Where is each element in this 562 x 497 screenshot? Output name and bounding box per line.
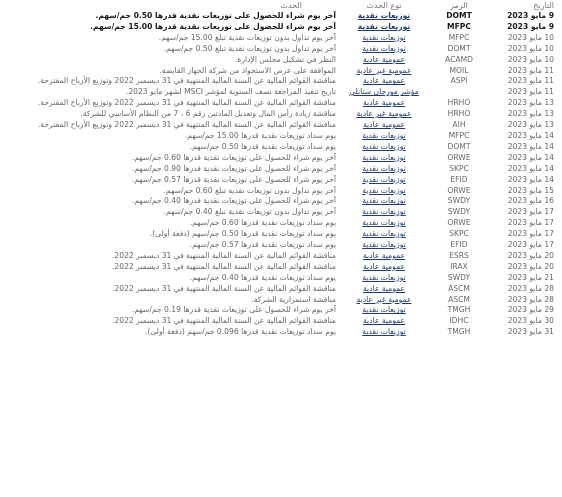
event-type-link[interactable]: توزيعات نقدية: [362, 327, 406, 337]
table-row: [0, 207, 562, 218]
event-date: 10 مايو 2023: [507, 54, 554, 64]
event-type-cell: [338, 218, 430, 229]
event-symbol: TMGH: [447, 327, 471, 337]
event-description: يوم سداد توزيعات نقدية قدرها 15.00 جم/سهم.: [184, 130, 336, 140]
table-row: [0, 76, 562, 87]
table-row: [0, 316, 562, 327]
event-date: 14 مايو 2023: [507, 163, 554, 173]
table-row: [0, 66, 562, 77]
event-type-link[interactable]: توزيعات نقدية: [362, 207, 406, 217]
event-type-cell: [338, 66, 430, 77]
event-symbol: ASPI: [450, 76, 468, 86]
table-row: [0, 55, 562, 66]
table-row: [0, 11, 562, 22]
event-type-link[interactable]: عمومية عادية: [362, 120, 406, 130]
event-type-link[interactable]: توزيعات نقدية: [362, 43, 406, 53]
event-description: مناقشة القوائم المالية عن السنة المالية المنتهية في 31 ديسمبر 2022 وتوزيع الأرباح المقترحة.: [37, 120, 336, 130]
event-symbol: ORWE: [447, 185, 471, 195]
event-date: 30 مايو 2023: [507, 316, 554, 326]
event-type-link[interactable]: عمومية غير عادية: [356, 109, 412, 119]
event-date: 13 مايو 2023: [507, 109, 554, 119]
table-row: [0, 218, 562, 229]
event-symbol: ASCM: [448, 283, 470, 293]
event-date: 13 مايو 2023: [507, 120, 554, 130]
table-row: [0, 142, 562, 153]
event-type-link[interactable]: توزيعات نقدية: [362, 163, 406, 173]
event-type-link[interactable]: عمومية غير عادية: [356, 294, 412, 304]
event-type-link[interactable]: عمومية عادية: [362, 316, 406, 326]
event-date: 29 مايو 2023: [507, 305, 554, 315]
event-type-cell: [338, 131, 430, 142]
event-symbol: SKPC: [449, 163, 469, 173]
table-row: [0, 175, 562, 186]
table-row: [0, 22, 562, 33]
table-row: [0, 153, 562, 164]
event-description: آخر يوم شراء للحصول على توزيعات نقدية قدرها 0.57 جم/سهم.: [131, 174, 336, 184]
event-description: آخر يوم شراء للحصول على توزيعات نقدية قدرها 0.60 جم/سهم.: [131, 152, 336, 162]
event-type-link[interactable]: عمومية عادية: [362, 76, 406, 86]
event-description: يوم سداد توزيعات نقدية قدرها 0.40 جم/سهم.: [189, 272, 336, 282]
event-type-cell: [338, 240, 430, 251]
event-date: 14 مايو 2023: [507, 174, 554, 184]
event-type-cell: [338, 284, 430, 295]
event-type-cell: [338, 273, 430, 284]
event-description: الموافقة على عرض الاستحواذ من شركة الجهاز القابضة.: [159, 65, 336, 75]
event-description: آخر يوم تداول بدون توزيعات نقدية تبلغ 15.00 جم/سهم.: [158, 32, 336, 42]
event-type-cell: [338, 55, 430, 66]
table-row: [0, 327, 562, 338]
table-row: [0, 186, 562, 197]
table-row: [0, 164, 562, 175]
event-type-cell: [338, 33, 430, 44]
event-description: مناقشة القوائم المالية عن السنة المالية المنتهية في 31 ديسمبر 2022.: [111, 316, 336, 326]
event-type-cell: [338, 251, 430, 262]
event-symbol: MFPC: [447, 21, 471, 31]
event-symbol: EFID: [450, 174, 468, 184]
table-row: [0, 240, 562, 251]
event-date: 28 مايو 2023: [507, 283, 554, 293]
event-type-cell: [338, 98, 430, 109]
event-symbol: TMGH: [447, 305, 471, 315]
header-symbol: الرمز: [450, 1, 468, 10]
event-type-link[interactable]: توزيعات نقدية: [362, 229, 406, 239]
event-symbol: IDHC: [449, 316, 469, 326]
event-type-cell: [338, 164, 430, 175]
event-type-link[interactable]: توزيعات نقدية: [362, 272, 406, 282]
event-date: 9 مايو 2023: [507, 11, 554, 20]
event-date: 21 مايو 2023: [507, 272, 554, 282]
event-date: 20 مايو 2023: [507, 261, 554, 271]
event-type-link[interactable]: عمومية عادية: [362, 250, 406, 260]
event-type-cell: [338, 44, 430, 55]
event-date: 13 مايو 2023: [507, 98, 554, 108]
event-symbol: SWDY: [447, 207, 471, 217]
table-row: [0, 98, 562, 109]
event-symbol: ASCM: [448, 294, 470, 304]
event-symbol: EFID: [450, 240, 468, 250]
event-type-cell: [338, 22, 430, 33]
event-type-link[interactable]: توزيعات نقدية: [362, 130, 406, 140]
table-row: [0, 305, 562, 316]
event-type-link[interactable]: عمومية عادية: [362, 261, 406, 271]
event-type-cell: [338, 305, 430, 316]
event-description: مناقشة زيادة رأس المال وتعديل المادتين رقم 6 ، 7 من النظام الأساسي للشركة.: [80, 109, 336, 119]
event-date: 16 مايو 2023: [507, 196, 554, 206]
event-type-cell: [338, 295, 430, 306]
event-date: 17 مايو 2023: [507, 207, 554, 217]
event-date: 10 مايو 2023: [507, 43, 554, 53]
header-date: التاريخ: [533, 1, 554, 10]
event-description: آخر يوم تداول بدون توزيعات نقدية تبلغ 0.60 جم/سهم.: [163, 185, 336, 195]
header-row: [0, 0, 562, 11]
event-date: 20 مايو 2023: [507, 250, 554, 260]
event-date: 14 مايو 2023: [507, 141, 554, 151]
event-description: تاريخ تنفيذ المراجعة نصف السنوية لمؤشر MSCI لشهر مايو 2023.: [125, 87, 336, 97]
event-type-link[interactable]: توزيعات نقدية: [362, 141, 406, 151]
event-type-cell: [338, 186, 430, 197]
event-type-cell: [338, 262, 430, 273]
event-description: آخر يوم شراء للحصول على توزيعات نقدية قدرها 0.50 جم/سهم.: [95, 11, 336, 20]
event-symbol: AIH: [452, 120, 466, 130]
event-date: 14 مايو 2023: [507, 152, 554, 162]
event-description: آخر يوم تداول بدون توزيعات نقدية تبلغ 0.40 جم/سهم.: [163, 207, 336, 217]
event-description: مناقشة القوائم المالية عن السنة المالية المنتهية في 31 ديسمبر 2022.: [111, 250, 336, 260]
event-type-link[interactable]: توزيعات نقدية: [357, 11, 411, 20]
event-description: مناقشة القوائم المالية عن السنة المالية المنتهية في 31 ديسمبر 2022 وتوزيع الأرباح المقترحة.: [37, 76, 336, 86]
event-description: مناقشة القوائم المالية عن السنة المالية المنتهية في 31 ديسمبر 2022.: [111, 283, 336, 293]
event-description: آخر يوم تداول بدون توزيعات نقدية تبلغ 0.50 جم/سهم.: [163, 43, 336, 53]
event-description: يوم سداد توزيعات نقدية قدرها 0.50 جم/سهم (دفعة أولى).: [149, 229, 336, 239]
event-symbol: ESRS: [449, 250, 469, 260]
event-date: 11 مايو 2023: [507, 87, 554, 97]
event-type-cell: [338, 327, 430, 338]
event-type-link[interactable]: توزيعات نقدية: [362, 152, 406, 162]
event-date: 31 مايو 2023: [507, 327, 554, 337]
event-type-link[interactable]: توزيعات نقدية: [362, 196, 406, 206]
event-type-link[interactable]: مؤشر مورجان ستانلي: [349, 87, 419, 97]
event-date: 15 مايو 2023: [507, 185, 554, 195]
event-symbol: ACAMD: [445, 54, 473, 64]
event-date: 9 مايو 2023: [507, 21, 554, 31]
event-description: يوم سداد توزيعات نقدية قدرها 0.096 جم/سهم (دفعة أولى).: [144, 327, 336, 337]
event-type-link[interactable]: توزيعات نقدية: [362, 240, 406, 250]
event-type-cell: [338, 207, 430, 218]
event-type-link[interactable]: توزيعات نقدية: [362, 305, 406, 315]
event-date: 11 مايو 2023: [507, 65, 554, 75]
event-description: آخر يوم شراء للحصول على توزيعات نقدية قدرها 0.90 جم/سهم.: [131, 163, 336, 173]
table-row: [0, 262, 562, 273]
event-type-cell: [338, 196, 430, 207]
event-date: 17 مايو 2023: [507, 229, 554, 239]
event-description: آخر يوم شراء للحصول على توزيعات نقدية قدرها 0.19 جم/سهم.: [131, 305, 336, 315]
event-type-link[interactable]: عمومية عادية: [362, 98, 406, 108]
event-description: آخر يوم شراء للحصول على توزيعات نقدية قدرها 15.00 جم/سهم.: [90, 21, 336, 31]
event-type-link[interactable]: توزيعات نقدية: [362, 174, 406, 184]
event-date: 10 مايو 2023: [507, 32, 554, 42]
event-description: النظر في تشكيل مجلس الإدارة.: [234, 54, 336, 64]
header-event: الحدث: [280, 1, 302, 10]
event-date: 17 مايو 2023: [507, 218, 554, 228]
table-row: [0, 229, 562, 240]
event-symbol: SKPC: [449, 229, 469, 239]
table-row: [0, 196, 562, 207]
event-date: 17 مايو 2023: [507, 240, 554, 250]
event-description: مناقشة القوائم المالية عن السنة المالية المنتهية في 31 ديسمبر 2022 وتوزيع الأرباح المقترحة.: [37, 98, 336, 108]
event-description: يوم سداد توزيعات نقدية قدرها 0.57 جم/سهم.: [189, 240, 336, 250]
event-type-link[interactable]: توزيعات نقدية: [362, 218, 406, 228]
event-type-cell: [338, 142, 430, 153]
event-symbol: ORWE: [447, 152, 471, 162]
header-event-type: نوع الحدث: [366, 1, 402, 10]
event-type-link[interactable]: عمومية عادية: [362, 283, 406, 293]
event-symbol: DOMT: [446, 11, 472, 20]
event-description: آخر يوم شراء للحصول على توزيعات نقدية قدرها 0.40 جم/سهم.: [131, 196, 336, 206]
event-type-cell: [338, 109, 430, 120]
event-symbol: ORWE: [447, 218, 471, 228]
event-symbol: MFPC: [448, 130, 470, 140]
event-symbol: HRHO: [447, 98, 471, 108]
event-symbol: HRHO: [447, 109, 471, 119]
table-row: [0, 120, 562, 131]
event-type-cell: [338, 120, 430, 131]
event-symbol: MOIL: [449, 65, 469, 75]
event-description: يوم سداد توزيعات نقدية قدرها 0.60 جم/سهم.: [189, 218, 336, 228]
event-type-cell: [338, 175, 430, 186]
event-description: يوم سداد توزيعات نقدية قدرها 0.50 جم/سهم.: [189, 141, 336, 151]
event-date: 28 مايو 2023: [507, 294, 554, 304]
table-row: [0, 295, 562, 306]
table-row: [0, 273, 562, 284]
table-row: [0, 44, 562, 55]
event-type-cell: [338, 76, 430, 87]
event-type-link[interactable]: عمومية عادية: [362, 54, 406, 64]
event-type-cell: [338, 229, 430, 240]
table-row: [0, 284, 562, 295]
table-row: [0, 131, 562, 142]
event-type-link[interactable]: عمومية غير عادية: [356, 65, 412, 75]
event-type-cell: [338, 316, 430, 327]
table-row: [0, 251, 562, 262]
event-symbol: [430, 87, 488, 98]
event-type-link[interactable]: توزيعات نقدية: [362, 32, 406, 42]
event-description: مناقشة القوائم المالية عن السنة المالية المنتهية في 31 ديسمبر 2022.: [111, 261, 336, 271]
event-type-link[interactable]: توزيعات نقدية: [357, 21, 411, 31]
event-date: 14 مايو 2023: [507, 130, 554, 140]
event-description: مناقشة استمرارية الشركة.: [251, 294, 336, 304]
event-symbol: IRAX: [450, 261, 468, 271]
event-type-cell: [338, 153, 430, 164]
event-symbol: DOMT: [447, 141, 471, 151]
table-row: [0, 33, 562, 44]
events-body: [0, 11, 562, 338]
event-date: 11 مايو 2023: [507, 76, 554, 86]
event-type-cell: [338, 87, 430, 98]
event-type-link[interactable]: توزيعات نقدية: [362, 185, 406, 195]
event-type-cell: [338, 11, 430, 22]
table-row: [0, 87, 562, 98]
event-symbol: MFPC: [448, 32, 470, 42]
event-symbol: DOMT: [447, 43, 471, 53]
event-symbol: SWDY: [447, 272, 471, 282]
event-symbol: SWDY: [447, 196, 471, 206]
table-row: [0, 109, 562, 120]
